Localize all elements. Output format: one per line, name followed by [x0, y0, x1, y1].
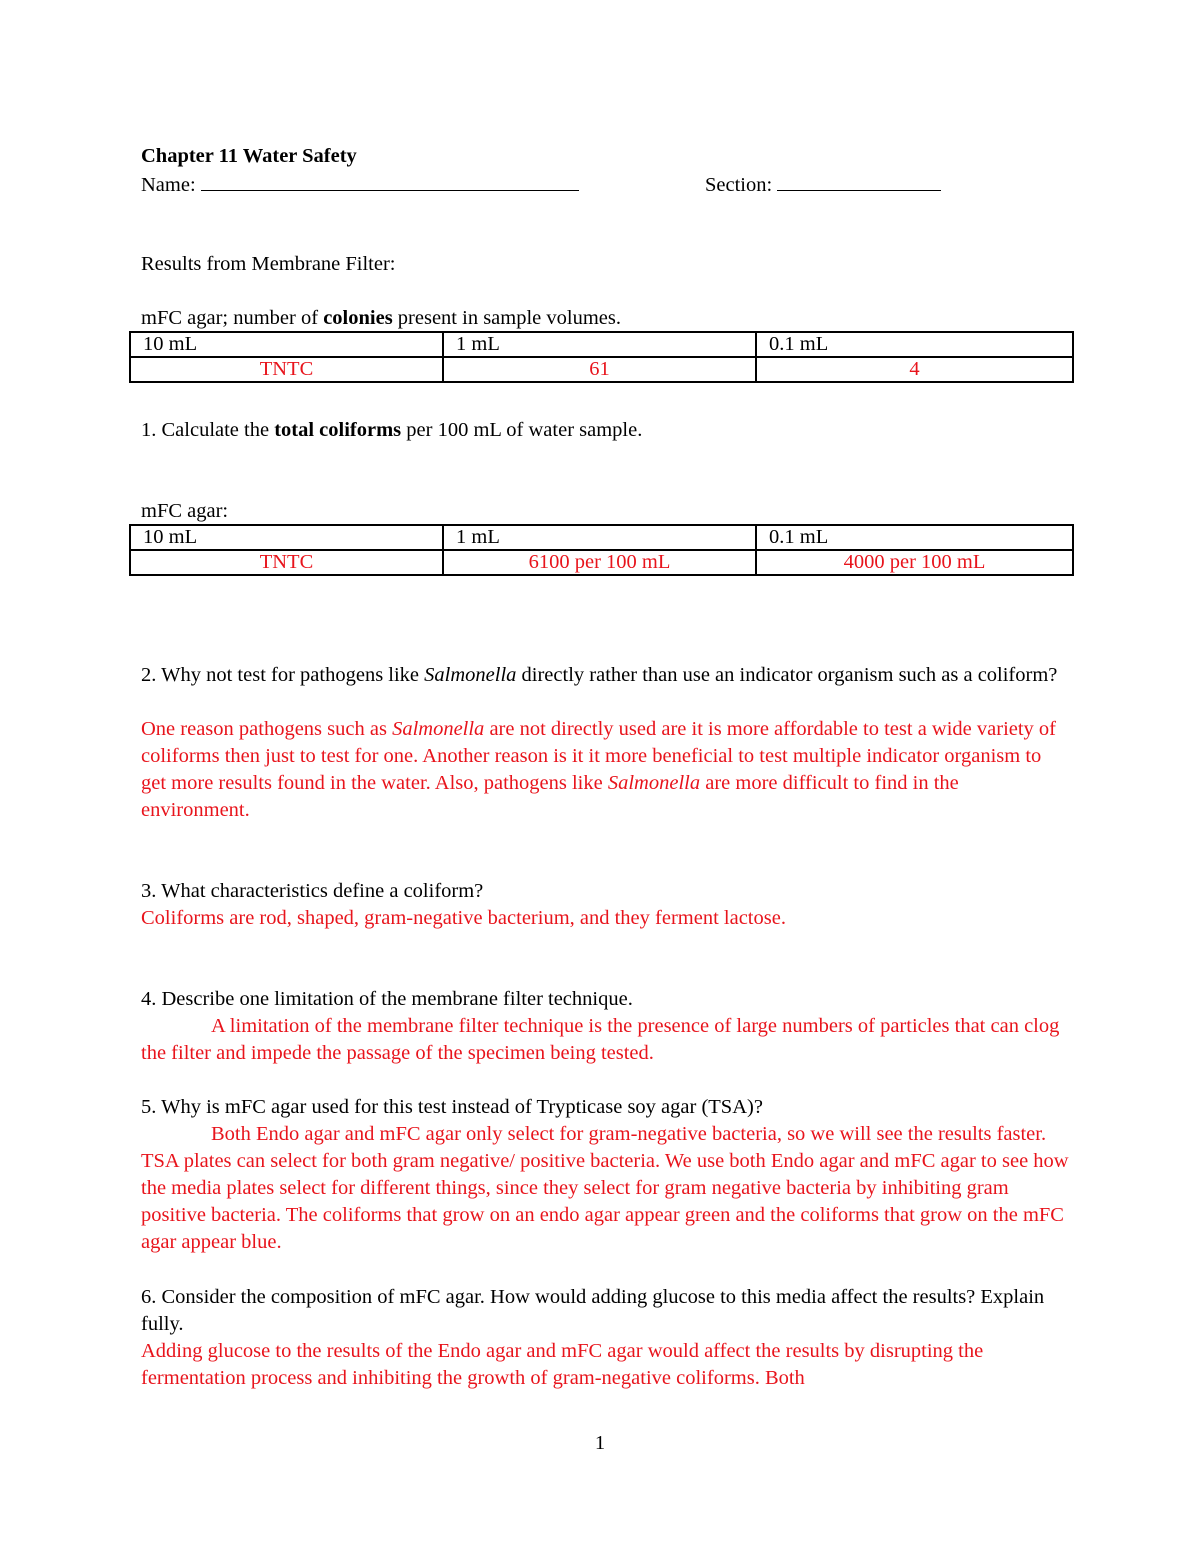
- question-2-pre: 2. Why not test for pathogens like: [141, 664, 425, 686]
- table-header-cell: 1 mL: [443, 525, 756, 550]
- question-3: 3. What characteristics define a coliform?: [141, 880, 484, 902]
- name-label: Name:: [141, 174, 196, 196]
- table-row: [130, 357, 1073, 382]
- question-6: 6. Consider the composition of mFC agar. How would adding glucose to this media affect the results? Explain fully.: [141, 1286, 1045, 1335]
- question-1-pre: 1. Calculate the: [141, 419, 275, 441]
- table-header-cell: 1 mL: [443, 332, 756, 357]
- table-value-cell: TNTC: [130, 357, 443, 382]
- table-value-cell: 4000 per 100 mL: [756, 550, 1073, 575]
- name-blank: [201, 170, 579, 191]
- table-value-cell: 61: [443, 357, 756, 382]
- section-blank: [777, 170, 941, 191]
- table-header-cell: 0.1 mL: [756, 525, 1073, 550]
- answer-3: Coliforms are rod, shaped, gram-negative bacterium, and they ferment lactose.: [141, 907, 786, 929]
- question-2-post: directly rather than use an indicator organism such as a coliform?: [516, 664, 1058, 686]
- table1-caption-post: present in sample volumes.: [392, 307, 621, 329]
- results-heading: Results from Membrane Filter:: [141, 253, 396, 275]
- answer-2-part-3: are more difficult to find in the environment.: [141, 772, 959, 821]
- document-title: Chapter 11 Water Safety: [141, 145, 357, 167]
- answer-4: [141, 1013, 1071, 1067]
- table-value-cell: TNTC: [130, 550, 443, 575]
- answer-2-part-1: One reason pathogens such as: [141, 718, 393, 740]
- section-field: [705, 170, 941, 199]
- answer-6: Adding glucose to the results of the Endo agar and mFC agar would affect the results by disrupting the fermentation process and inhibiting the growth of gram-negative coliforms. Both: [141, 1340, 984, 1389]
- table1-caption: [141, 305, 621, 332]
- table1-caption-bold: colonies: [323, 307, 393, 329]
- table-header-cell: 0.1 mL: [756, 332, 1073, 357]
- question-1-bold: total coliforms: [274, 419, 402, 441]
- table-value-cell: 4: [756, 357, 1073, 382]
- question-2-italic: Salmonella: [424, 664, 517, 686]
- answer-2-part-2: are not directly used are it is more affordable to test a wide variety of coliforms then just to test for one. Another reason is it it more beneficial to test multiple indicator organism to get more results found in the water. Also, pathogens like: [141, 718, 1057, 794]
- answer-5: [141, 1121, 1071, 1256]
- question-1: [141, 417, 642, 444]
- answer-4-text: A limitation of the membrane filter technique is the presence of large numbers of particles that can clog the filter and impede the passage of the specimen being tested.: [141, 1015, 1060, 1064]
- name-field: [141, 170, 579, 199]
- table-header-cell: 10 mL: [130, 332, 443, 357]
- answer-2-italic-2: Salmonella: [607, 772, 701, 794]
- table-header-cell: 10 mL: [130, 525, 443, 550]
- answer-2: [141, 716, 1071, 824]
- section-label: Section:: [705, 174, 773, 196]
- question-5: 5. Why is mFC agar used for this test instead of Trypticase soy agar (TSA)?: [141, 1096, 763, 1118]
- table-row: [130, 550, 1073, 575]
- page-number: 1: [594, 1432, 606, 1454]
- question-1-post: per 100 mL of water sample.: [401, 419, 643, 441]
- answer-2-italic-1: Salmonella: [392, 718, 485, 740]
- table-value-cell: 6100 per 100 mL: [443, 550, 756, 575]
- table1-caption-pre: mFC agar; number of: [141, 307, 324, 329]
- colonies-table: [129, 331, 1074, 383]
- table-row: [130, 525, 1073, 550]
- question-2: [141, 662, 1071, 689]
- coliforms-per-100ml-table: [129, 524, 1074, 576]
- question-4: 4. Describe one limitation of the membrane filter technique.: [141, 988, 633, 1010]
- answer-5-text: Both Endo agar and mFC agar only select for gram-negative bacteria, so we will see the results faster. TSA plates can select for both gram negative/ positive bacteria. We use both Endo agar and mFC agar to see how the media plates select for different things, since they select for gram negative bacteria by inhibiting gram positive bacteria. The coliforms that grow on an endo agar appear green and the coliforms that grow on the mFC agar appear blue.: [141, 1123, 1069, 1253]
- table-row: [130, 332, 1073, 357]
- table2-caption: mFC agar:: [141, 500, 229, 522]
